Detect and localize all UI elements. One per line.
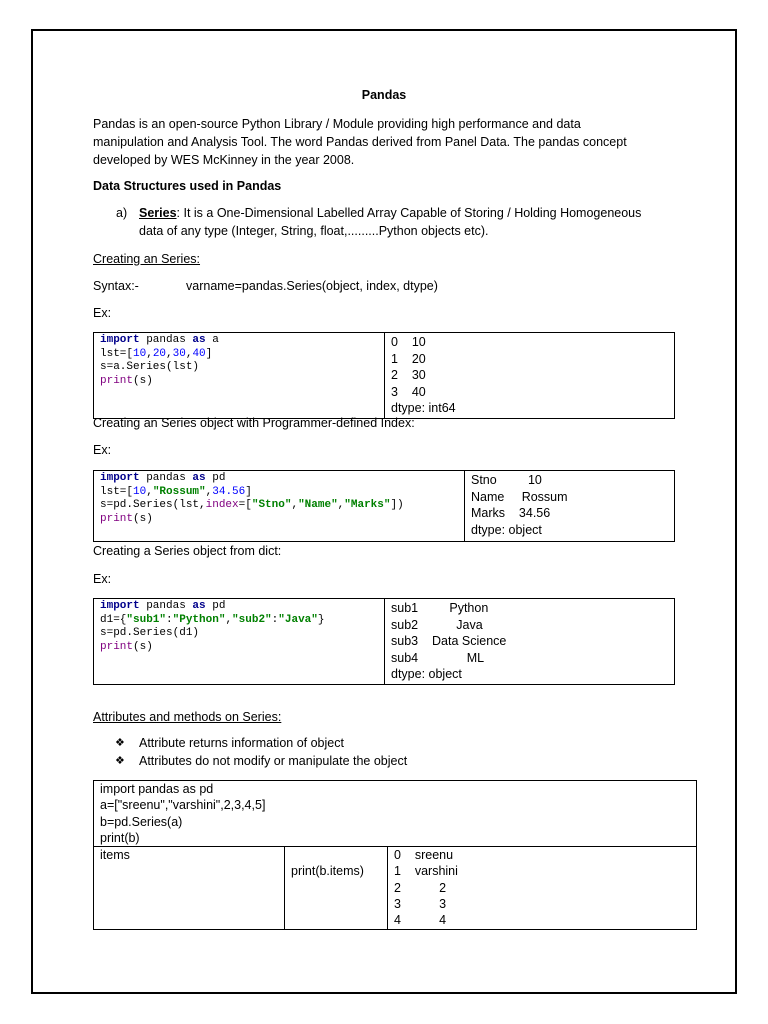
page-title: Pandas (361, 88, 407, 102)
intro-line: Pandas is an open-source Python Library / Module providing high performance and data (93, 117, 581, 131)
list-item (115, 734, 407, 752)
output-line: sub4 ML (391, 650, 485, 665)
output-line: dtype: object (391, 667, 462, 681)
series-definition-line1: : It is a One-Dimensional Labelled Array Capable of Storing / Holding Homogeneous (176, 206, 642, 220)
intro-line: manipulation and Analysis Tool. The word Pandas derived from Panel Data. The pandas concept (93, 135, 627, 149)
output-line: 4 4 (394, 913, 447, 928)
example3-table (93, 598, 675, 685)
example3-code: import pandas as pd d1={"sub1":"Python","sub2":"Java"} s=pd.Series(d1) print(s) (94, 599, 385, 685)
attribute-name-cell: items (94, 847, 285, 929)
code-line: a=["sreenu","varshini",2,3,4,5] (100, 798, 266, 813)
output-line: 3 40 (391, 384, 426, 399)
output-line: 3 3 (394, 897, 447, 912)
output-line: dtype: int64 (391, 401, 456, 415)
example1-code: import pandas as a lst=[10,20,30,40] s=a.Series(lst) print(s) (94, 333, 385, 419)
output-line: 2 2 (394, 880, 447, 895)
output-line: Stno 10 (471, 473, 542, 487)
series-term: Series (139, 206, 177, 220)
attribute-call-cell: print(b.items) (285, 847, 388, 929)
output-line: 1 varshini (394, 864, 458, 879)
example1-table (93, 332, 675, 419)
caption-from-dict: Creating a Series object from dict: (93, 544, 282, 558)
diamond-bullet-icon: ❖ (115, 755, 125, 767)
example2-table (93, 470, 675, 542)
series-definition-line2: data of any type (Integer, String, float,.........Python objects etc). (139, 224, 489, 238)
output-line: sub1 Python (391, 601, 489, 615)
creating-series-heading: Creating an Series: (93, 252, 201, 266)
example1-output (385, 333, 675, 419)
output-line: Name Rossum (471, 489, 568, 504)
output-line: 2 30 (391, 368, 426, 382)
diamond-bullet-icon: ❖ (115, 737, 125, 749)
bullet-text: Attribute returns information of object (139, 736, 344, 750)
example2-code: import pandas as pd lst=[10,"Rossum",34.56] s=pd.Series(lst,index=["Stno","Name","Marks"]) print(s) (94, 471, 465, 542)
output-line: dtype: object (471, 522, 542, 537)
output-line: 1 20 (391, 351, 426, 366)
ex-label: Ex: (93, 306, 112, 320)
example3-output (385, 599, 675, 685)
output-line: sub3 Data Science (391, 634, 507, 648)
syntax-line (93, 277, 438, 295)
list-item (115, 752, 407, 770)
caption-custom-index: Creating an Series object with Programmer-defined Index: (93, 416, 415, 430)
attributes-bullet-list (115, 734, 407, 770)
attribute-output-cell (388, 847, 697, 929)
intro-paragraph (93, 115, 693, 169)
example4-code (94, 781, 697, 847)
bullet-text: Attributes do not modify or manipulate the object (139, 754, 408, 768)
list-marker: a) (116, 206, 128, 220)
syntax-label: Syntax:- (93, 279, 139, 293)
series-list-item (116, 204, 641, 240)
code-line: print(b) (100, 830, 140, 845)
attributes-heading: Attributes and methods on Series: (93, 710, 282, 724)
intro-line: developed by WES McKinney in the year 2008. (93, 153, 355, 167)
data-structures-heading: Data Structures used in Pandas (93, 179, 282, 193)
ex-label: Ex: (93, 572, 112, 586)
code-line: import pandas as pd (100, 782, 214, 796)
code-line: b=pd.Series(a) (100, 814, 183, 829)
output-line: 0 sreenu (394, 848, 454, 863)
output-line: Marks 34.56 (471, 506, 551, 520)
example4-table (93, 780, 697, 930)
syntax-value: varname=pandas.Series(object, index, dtype) (186, 279, 438, 293)
output-line: sub2 Java (391, 617, 483, 632)
output-line: 0 10 (391, 335, 426, 349)
example2-output (465, 471, 675, 542)
ex-label: Ex: (93, 443, 112, 457)
